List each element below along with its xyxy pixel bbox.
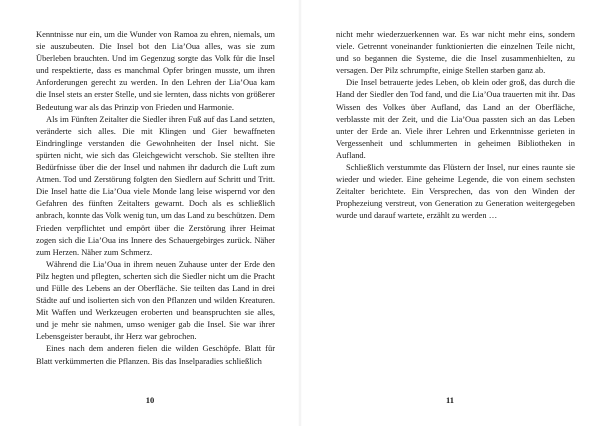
left-page-text [36,28,275,367]
paragraph: Schließlich verstummte das Flüstern der Insel, nur eines raunte sie wieder und wieder. Eine geheime Legende, die von einem sechsten Zeitalter berichtete. Ein Versprechen, das von den Winden der Prophezeiung verstreut, von Generation zu Generation weitergegeben wurde und darauf wartete, erzählt zu werden … [336,162,575,221]
paragraph: Kenntnisse nur ein, um die Wunder von Ramoa zu ehren, niemals, um sie auszubeuten. Die Insel bot den Lia’Oua alles, was sie zum Überleben brauchten. Und im Gegenzug sorgte das Volk für die Insel und respektierte, dass es manchmal Opfer bringen musste, um ihren Anforderungen gerecht zu werden. In den Lehren der Lia’Oua kam die Insel stets an erster Stelle, und sie lernten, dass nichts von größerer Bedeutung war als das Prinzip von Frieden und Harmonie. [36,29,275,112]
page-number: 10 [145,395,155,405]
right-page [300,0,600,426]
paragraph: Eines nach dem anderen fielen die wilden Geschöpfe. Blatt für Blatt verkümmerten die Pflanzen. Bis das Inselparadies schließlich [36,343,275,366]
page-number: 11 [445,395,455,405]
paragraph: Die Insel betrauerte jedes Leben, ob klein oder groß, das durch die Hand der Siedler den Tod fand, und die Lia’Oua trauerten mit ihr. Das Wissen des Volkes über Aufland, das Land an der Oberfläche, verblasste mit der Zeit, und die Lia’Oua passten sich an das Leben unter der Erde an. Viele ihrer Lehren und Erkenntnisse gerieten in Vergessenheit und schlummerten in geheimen Bibliotheken in Aufland. [336,77,575,160]
paragraph: Während die Lia’Oua in ihrem neuen Zuhause unter der Erde den Pilz hegten und pflegten, scherten sich die Siedler nicht um die Pracht und Fülle des Lebens an der Oberfläche. Sie teilten das Land in drei Städte auf und isolierten sich von den Pflanzen und wilden Kreaturen. Mit Waffen und Werkzeugen eroberten und beanspruchten sie alles, und je mehr sie nahmen, umso weniger gab die Insel. Sie war ihrer Lebensgeister beraubt, ihr Herz war gebrochen. [36,258,275,342]
paragraph: nicht mehr wiederzuerkennen war. Es war nicht mehr eins, sondern viele. Getrennt voneinander funktionierten die einzelnen Teile nicht, und so begannen die Systeme, die die Insel zusammenhielten, zu versagen. Der Pilz schrumpfte, einige Stellen starben ganz ab. [336,29,575,76]
right-page-text [336,28,575,222]
paragraph: Als im Fünften Zeitalter die Siedler ihren Fuß auf das Land setzten, veränderte sich alles. Die mit Klingen und Gier bewaffneten Eindringlinge verstanden die Gewohnheiten der Insel nicht. Sie spürten nicht, wie sich das Gleichgewicht verschob. Sie stellten ihre Bedürfnisse über die der Insel und nahmen ihr dadurch die Luft zum Atmen. Tod und Zerstörung folgten den Siedlern auf Schritt und Tritt. Die Insel hatte die Lia’Oua viele Monde lang leise wispernd vor den Gefahren des fünften Zeitalters gewarnt. Doch als es schließlich anbrach, konnte das Volk wenig tun, um das Land zu beschützen. Dem Frieden verpflichtet und empört über die Zerstörung ihrer Heimat zogen sich die Lia’Oua ins Innere des Schauergebirges zurück. Näher zum Herzen. Näher zum Schmerz. [36,113,275,257]
